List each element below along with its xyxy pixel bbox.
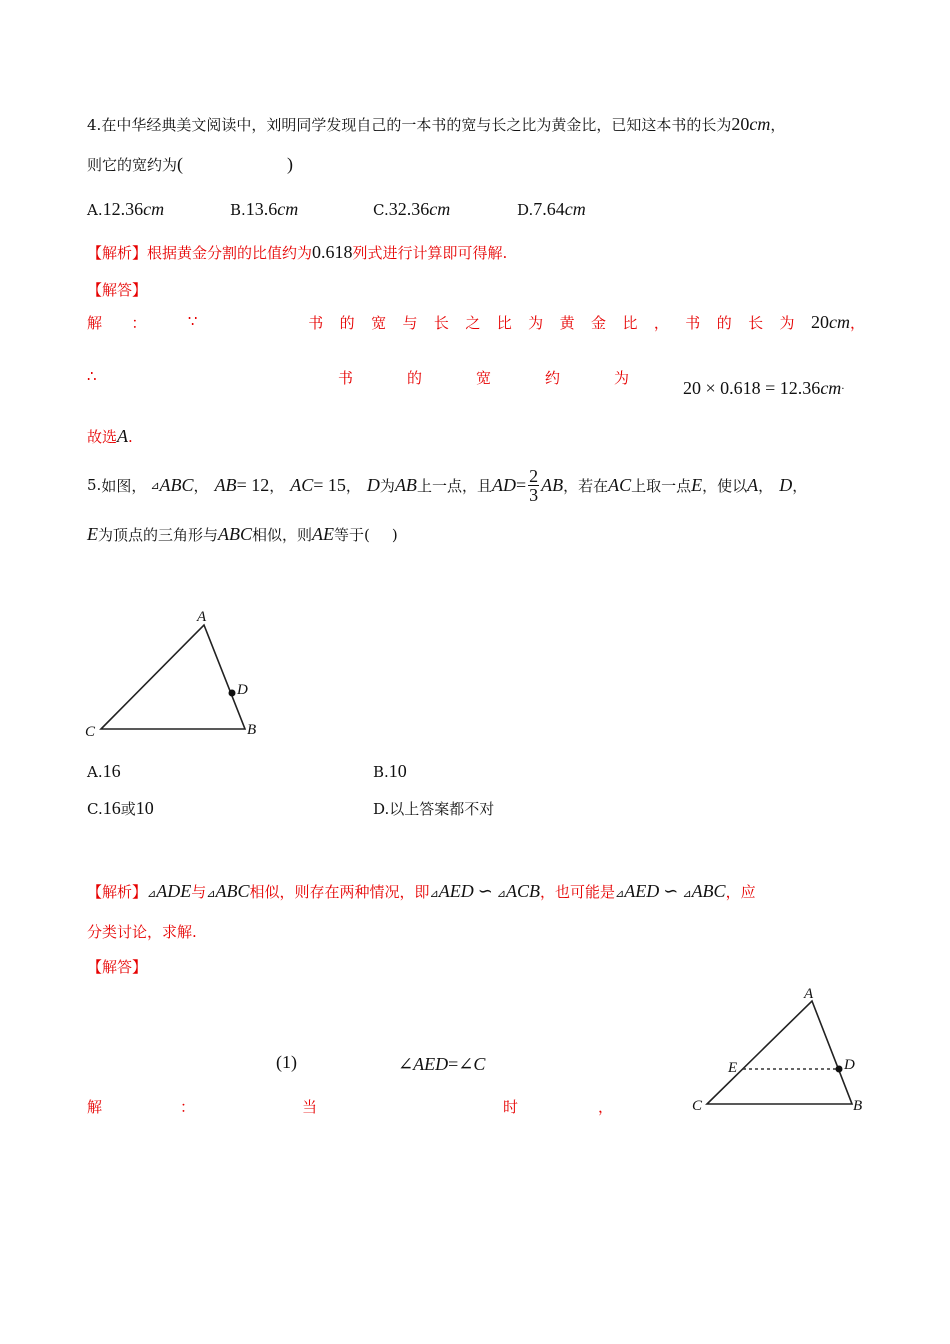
- label-d-2: D: [844, 1057, 855, 1073]
- label-a-2: A: [804, 986, 814, 1002]
- label-c: C: [85, 724, 96, 740]
- q4-conclusion: 故选A.: [87, 426, 133, 446]
- q5-option-c[interactable]: C.16或10: [87, 798, 154, 818]
- q5-option-b[interactable]: B.10: [373, 761, 407, 781]
- q5-stem-line1: 5. 如图， ⊿ ABC ， AB = 12 ， AC = 15 ， D 为 AB 上一点，且 AD = $\frac{2}{3}$ AB ，若在 AC 上取一点 E ，使以 A ， D ，: [87, 465, 808, 505]
- q4-option-d[interactable]: D.7.64cm: [517, 199, 586, 219]
- q4-option-b[interactable]: B.13.6cm: [230, 199, 299, 219]
- point-d: [229, 690, 236, 697]
- q4-solution-expression: 20 × 0.618 = 12.36cm.: [683, 378, 845, 398]
- q4-sol2-char-5: 为: [614, 369, 630, 387]
- q4-solution-therefore: ∴: [87, 367, 97, 385]
- q4-option-a[interactable]: A.12.36cm: [87, 199, 165, 219]
- label-b-2: B: [853, 1098, 863, 1114]
- q5-sol-char-1: ：: [180, 1098, 196, 1116]
- q4-sol2-char-1: 书: [338, 369, 354, 387]
- label-a: A: [197, 609, 207, 625]
- q5-case-condition: ∠AED=∠C: [398, 1054, 486, 1074]
- label-e-2: E: [728, 1060, 738, 1076]
- label-b: B: [247, 722, 257, 738]
- q5-figure-triangle: [80, 605, 270, 745]
- q5-stem-line2: E为顶点的三角形与ABC相似，则AE等于( ): [87, 524, 398, 544]
- q5-analysis-line1: 【解析】⊿ADE与⊿ABC相似，则存在两种情况，即⊿AED ∽ ⊿ACB，也可能是⊿AED ∽ ⊿ABC，应: [87, 881, 756, 901]
- q5-case-number: (1): [276, 1052, 297, 1072]
- q5-sol-char-3: 时: [503, 1098, 519, 1116]
- label-d: D: [237, 682, 248, 698]
- q4-answer-tag: 【解答】: [87, 281, 148, 299]
- q4-analysis: 【解析】根据黄金分割的比值约为0.618列式进行计算即可得解.: [87, 242, 508, 262]
- q4-sol2-char-2: 的: [407, 369, 423, 387]
- label-c-2: C: [692, 1098, 703, 1114]
- q5-answer-tag: 【解答】: [87, 958, 148, 976]
- q4-solution-line1: 解 ： ∵ 书 的 宽 与 长 之 比 为 黄 金 比 ， 书 的 长 为 20cm，: [87, 312, 865, 332]
- q4-option-c[interactable]: C.32.36cm: [373, 199, 451, 219]
- q4-stem-line1: 4.在中华经典美文阅读中，刘明同学发现自己的一本书的宽与长之比为黄金比，已知这本书的长为20cm，: [87, 114, 786, 134]
- q5-option-d[interactable]: D.以上答案都不对: [373, 800, 495, 818]
- point-d-2: [836, 1066, 843, 1073]
- q5-sol-char-0: 解: [87, 1098, 103, 1116]
- q5-sol-char-2: 当: [302, 1098, 318, 1116]
- q4-sol2-char-4: 约: [545, 369, 561, 387]
- q4-stem-line2: 则它的宽约为( ): [87, 154, 294, 174]
- q5-figure-triangle-ed: [686, 983, 866, 1118]
- triangle-abc-2: [707, 1001, 852, 1104]
- q5-fraction: $\frac{2}{3}$: [529, 465, 539, 505]
- q4-sol2-char-3: 宽: [476, 369, 492, 387]
- triangle-abc: [101, 625, 245, 729]
- q5-sol-char-4: ，: [598, 1098, 614, 1116]
- q5-analysis-line2: 分类讨论，求解.: [87, 923, 197, 941]
- q5-option-a[interactable]: A.16: [87, 761, 121, 781]
